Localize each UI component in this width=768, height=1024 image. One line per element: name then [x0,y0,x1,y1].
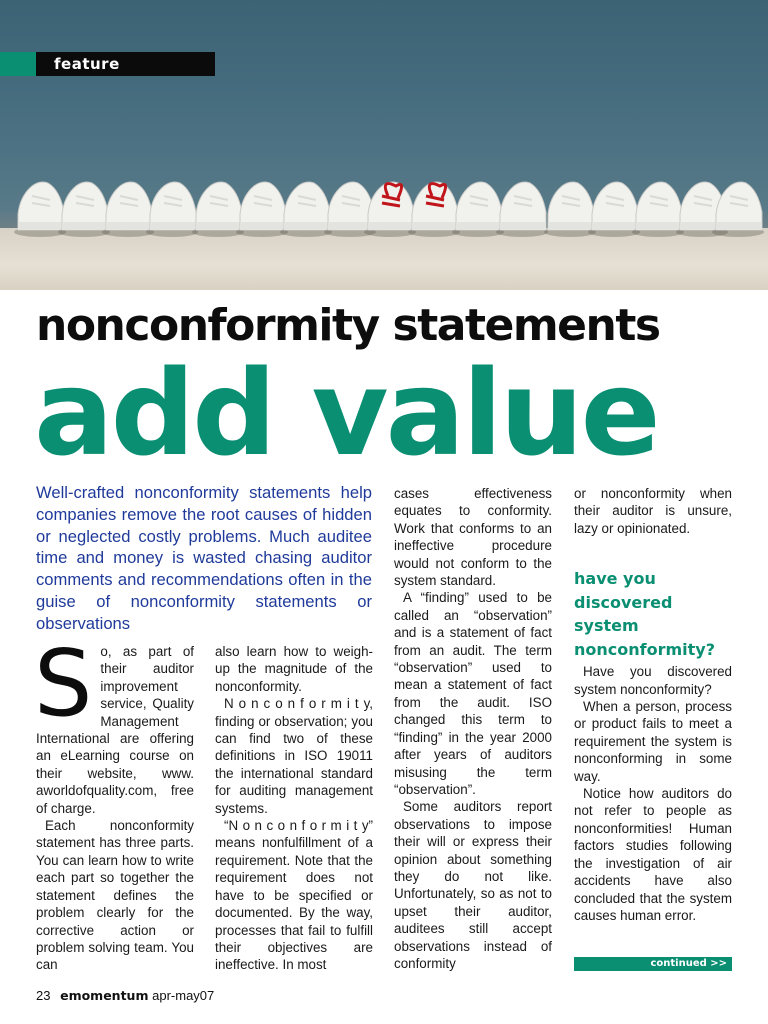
page-number: 23 [36,988,51,1003]
subheading: have you discovered system nonconformity? [574,569,715,659]
article-column-4 [574,485,732,924]
section-tag-accent [0,52,36,76]
white-shoe [280,182,332,237]
white-shoe [102,182,154,237]
column2-paragraph-1: also learn how to weigh-up the magnitude of the nonconformity. [215,644,373,694]
continued-link[interactable]: continued >> [574,957,732,971]
column2-paragraph-3: “N o n c o n f o r m i t y” means nonfulfillment of a requirement. Note that the requirement does not have to be specified or documented. By the way, processes that fail to fulfill their objectives are ineffective. In most [215,818,373,973]
red-laced-shoe [364,182,416,237]
shoes-row-illustration [0,0,768,290]
section-tag-label: feature [36,52,215,76]
white-shoe [236,182,288,237]
section-tag [0,52,215,76]
column4-paragraph-2: Have you discovered system nonconformity? [574,664,732,697]
article-column-2 [215,643,373,974]
white-shoe [632,182,684,237]
white-shoe [146,182,198,237]
column2-paragraph-2: N o n c o n f o r m i t y, finding or observation; you can find two of these definitions in ISO 19011 the international standard for auditing management systems. [215,696,373,816]
column4-paragraph-1: or nonconformity when their auditor is unsure, lazy or opinionated. [574,486,732,536]
column4-paragraph-4: Notice how auditors do not refer to people as nonconformities! Human factors studies following the investigation of air accidents have also concluded that the system causes human error. [574,786,732,923]
column3-paragraph-3: Some auditors report observations to impose their will or express their opinion about something they do not like. Unfortunately, so as not to upset their auditor, auditees still accept observations instead of conformity [394,799,552,971]
white-shoe [544,182,596,237]
issue-date: apr-may07 [152,988,215,1003]
intro-standfirst: Well-crafted nonconformity statements help companies remove the root causes of hidden or neglected costly problems. Much auditee time and money is wasted chasing auditor comments and recommendations often in the guise of nonconformity statements or observations [36,483,372,633]
headline-line-1: nonconformity statements [36,300,660,351]
white-shoe [588,182,640,237]
column3-paragraph-1: cases effectiveness equates to conformity. Work that conforms to an ineffective procedure would not conform to the system standard. [394,486,552,589]
column1-paragraph-2: Each nonconformity statement has three parts. You can learn how to write each part so together the statement defines the problem clearly for the corrective action or problem solving team. You can [36,818,194,973]
white-shoe [14,182,66,237]
magazine-name: emomentum [60,988,149,1003]
dropcap: S [34,630,93,737]
white-shoe [192,182,244,237]
column4-paragraph-3: When a person, process or product fails to meet a requirement the system is nonconforming in some way. [574,699,732,784]
white-shoe [496,182,548,237]
white-shoe [58,182,110,237]
headline-line-2: add value [34,344,658,482]
page-footer [36,988,214,1003]
column3-paragraph-2: A “finding” used to be called an “observation” and is a statement of fact from an audit. The term “observation” used to mean a statement of fact from the audit. ISO changed this term to “finding” in the year 2000 after years of auditors misusing the term “observation”. [394,590,552,797]
column1-paragraph-1: o, as part of their auditor improvement service, Quality Management International are offering an eLearning course on their website, www. aworldofquality.com, free of charge. [36,644,194,816]
white-shoe [712,182,764,237]
article-column-1 [34,630,194,974]
red-laced-shoe [408,182,460,237]
white-shoe [452,182,504,237]
article-column-3 [394,485,552,972]
header-photo-shoes [0,0,768,290]
